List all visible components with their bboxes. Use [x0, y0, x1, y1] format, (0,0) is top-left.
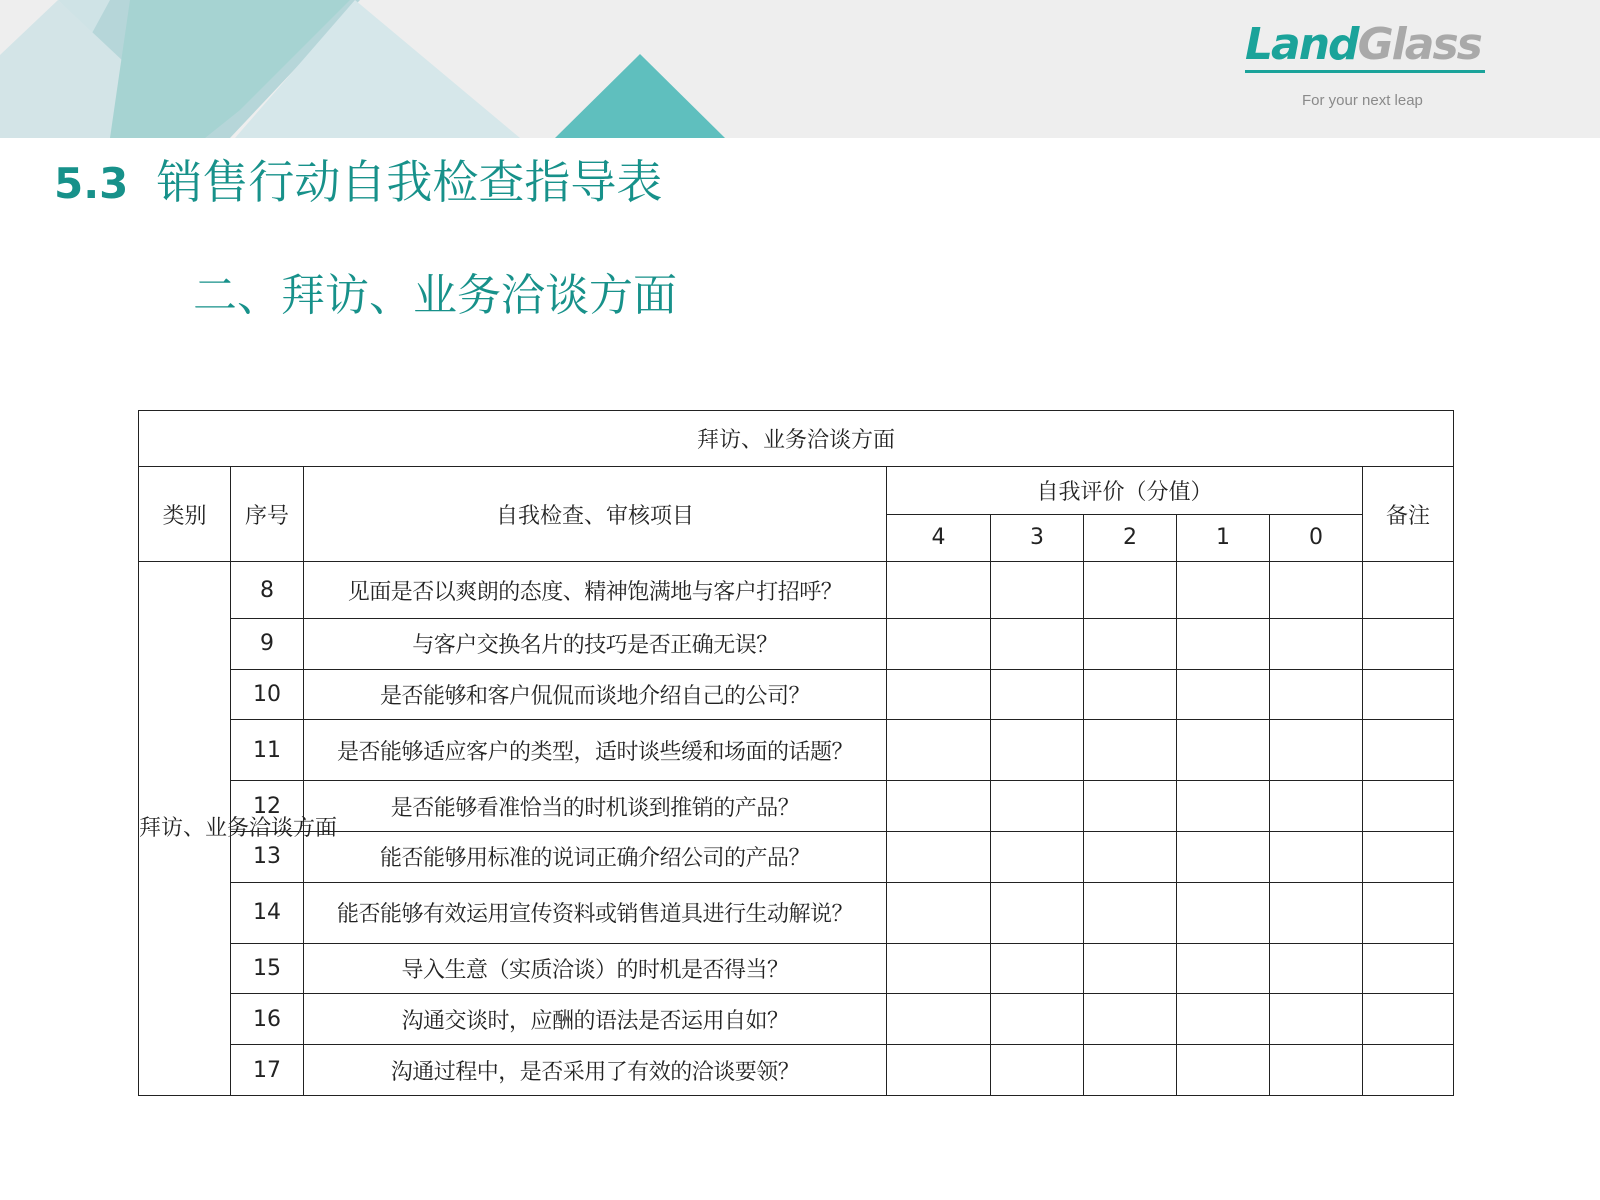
- row-number: 13: [231, 832, 304, 883]
- score-header: 3: [991, 514, 1084, 562]
- score-cell[interactable]: [887, 832, 991, 883]
- decorative-triangles: [0, 0, 760, 138]
- check-item: 是否能够适应客户的类型，适时谈些缓和场面的话题？: [304, 720, 887, 781]
- check-item: 导入生意（实质洽谈）的时机是否得当？: [304, 943, 887, 994]
- table-row: [139, 619, 1454, 670]
- score-cell[interactable]: [887, 619, 991, 670]
- remarks-cell[interactable]: [1363, 669, 1454, 720]
- remarks-cell[interactable]: [1363, 882, 1454, 943]
- score-cell[interactable]: [1270, 1045, 1363, 1096]
- score-cell[interactable]: [991, 669, 1084, 720]
- check-item: 见面是否以爽朗的态度、精神饱满地与客户打招呼？: [304, 562, 887, 619]
- row-number: 9: [231, 619, 304, 670]
- row-number: 12: [231, 781, 304, 832]
- remarks-cell[interactable]: [1363, 619, 1454, 670]
- header-row: [139, 466, 1454, 514]
- row-number: 10: [231, 669, 304, 720]
- score-cell[interactable]: [1270, 882, 1363, 943]
- self-check-table: [138, 410, 1454, 1096]
- logo-land-text: Land: [1245, 19, 1358, 70]
- score-cell[interactable]: [887, 669, 991, 720]
- brand-slogan: For your next leap: [1302, 92, 1423, 109]
- check-item: 是否能够看准恰当的时机谈到推销的产品？: [304, 781, 887, 832]
- score-cell[interactable]: [1084, 669, 1177, 720]
- score-cell[interactable]: [887, 720, 991, 781]
- header-remarks: 备注: [1363, 466, 1454, 561]
- score-cell[interactable]: [887, 1045, 991, 1096]
- row-number: 11: [231, 720, 304, 781]
- logo-glass-text: Glass: [1357, 19, 1481, 70]
- check-item: 沟通交谈时，应酬的语法是否运用自如？: [304, 994, 887, 1045]
- score-cell[interactable]: [1270, 562, 1363, 619]
- check-item: 能否能够用标准的说词正确介绍公司的产品？: [304, 832, 887, 883]
- remarks-cell[interactable]: [1363, 1045, 1454, 1096]
- score-cell[interactable]: [1084, 994, 1177, 1045]
- score-cell[interactable]: [887, 781, 991, 832]
- remarks-cell[interactable]: [1363, 994, 1454, 1045]
- score-cell[interactable]: [1177, 1045, 1270, 1096]
- header-band: [0, 0, 1600, 138]
- score-cell[interactable]: [887, 562, 991, 619]
- check-item: 与客户交换名片的技巧是否正确无误？: [304, 619, 887, 670]
- score-cell[interactable]: [1177, 943, 1270, 994]
- score-cell[interactable]: [1177, 562, 1270, 619]
- header-item: 自我检查、审核项目: [304, 466, 887, 561]
- table-row: [139, 994, 1454, 1045]
- score-cell[interactable]: [1177, 781, 1270, 832]
- section-number: 5.3: [54, 159, 129, 208]
- page-title: [54, 152, 662, 214]
- section-subtitle: 二、拜访、业务洽谈方面: [193, 270, 677, 321]
- remarks-cell[interactable]: [1363, 781, 1454, 832]
- remarks-cell[interactable]: [1363, 562, 1454, 619]
- score-header: 4: [887, 514, 991, 562]
- score-cell[interactable]: [1270, 720, 1363, 781]
- table-row: [139, 1045, 1454, 1096]
- score-cell[interactable]: [991, 619, 1084, 670]
- score-cell[interactable]: [1084, 1045, 1177, 1096]
- header-category: 类别: [139, 466, 231, 561]
- header-evaluation: 自我评价（分值）: [887, 466, 1363, 514]
- score-cell[interactable]: [991, 720, 1084, 781]
- check-item: 沟通过程中，是否采用了有效的洽谈要领？: [304, 1045, 887, 1096]
- score-cell[interactable]: [1084, 781, 1177, 832]
- score-cell[interactable]: [991, 994, 1084, 1045]
- score-cell[interactable]: [1084, 720, 1177, 781]
- remarks-cell[interactable]: [1363, 943, 1454, 994]
- table-caption-row: [139, 411, 1454, 467]
- table-row: [139, 562, 1454, 619]
- score-header: 2: [1084, 514, 1177, 562]
- score-cell[interactable]: [1177, 994, 1270, 1045]
- decor-triangle-accent: [555, 54, 725, 138]
- score-cell[interactable]: [1084, 562, 1177, 619]
- category-cell: 拜访、业务洽谈方面: [139, 562, 231, 1096]
- brand-logo: [1245, 20, 1500, 70]
- table-row: [139, 720, 1454, 781]
- check-item: 是否能够和客户侃侃而谈地介绍自己的公司？: [304, 669, 887, 720]
- score-cell[interactable]: [991, 781, 1084, 832]
- score-cell[interactable]: [991, 832, 1084, 883]
- row-number: 14: [231, 882, 304, 943]
- score-cell[interactable]: [1270, 832, 1363, 883]
- row-number: 16: [231, 994, 304, 1045]
- table-caption: 拜访、业务洽谈方面: [139, 411, 1454, 467]
- score-header: 1: [1177, 514, 1270, 562]
- score-cell[interactable]: [991, 562, 1084, 619]
- score-cell[interactable]: [1084, 832, 1177, 883]
- score-cell[interactable]: [1177, 669, 1270, 720]
- table-row: [139, 943, 1454, 994]
- title-text: 销售行动自我检查指导表: [156, 155, 663, 209]
- score-cell[interactable]: [887, 882, 991, 943]
- score-cell[interactable]: [1084, 882, 1177, 943]
- header-number: 序号: [231, 466, 304, 561]
- score-cell[interactable]: [1270, 943, 1363, 994]
- score-cell[interactable]: [1177, 882, 1270, 943]
- row-number: 17: [231, 1045, 304, 1096]
- score-cell[interactable]: [887, 943, 991, 994]
- score-header: 0: [1270, 514, 1363, 562]
- logo-underline: [1245, 70, 1485, 73]
- score-cell[interactable]: [991, 882, 1084, 943]
- score-cell[interactable]: [1270, 619, 1363, 670]
- score-cell[interactable]: [1084, 943, 1177, 994]
- score-cell[interactable]: [991, 1045, 1084, 1096]
- score-cell[interactable]: [1177, 720, 1270, 781]
- table-row: [139, 669, 1454, 720]
- logo-wordmark: [1245, 20, 1500, 70]
- score-cell[interactable]: [1177, 619, 1270, 670]
- row-number: 15: [231, 943, 304, 994]
- score-cell[interactable]: [1270, 669, 1363, 720]
- score-cell[interactable]: [991, 943, 1084, 994]
- score-cell[interactable]: [1270, 781, 1363, 832]
- remarks-cell[interactable]: [1363, 832, 1454, 883]
- table-row: [139, 882, 1454, 943]
- remarks-cell[interactable]: [1363, 720, 1454, 781]
- check-item: 能否能够有效运用宣传资料或销售道具进行生动解说？: [304, 882, 887, 943]
- score-cell[interactable]: [1177, 832, 1270, 883]
- score-cell[interactable]: [887, 994, 991, 1045]
- row-number: 8: [231, 562, 304, 619]
- score-cell[interactable]: [1084, 619, 1177, 670]
- score-cell[interactable]: [1270, 994, 1363, 1045]
